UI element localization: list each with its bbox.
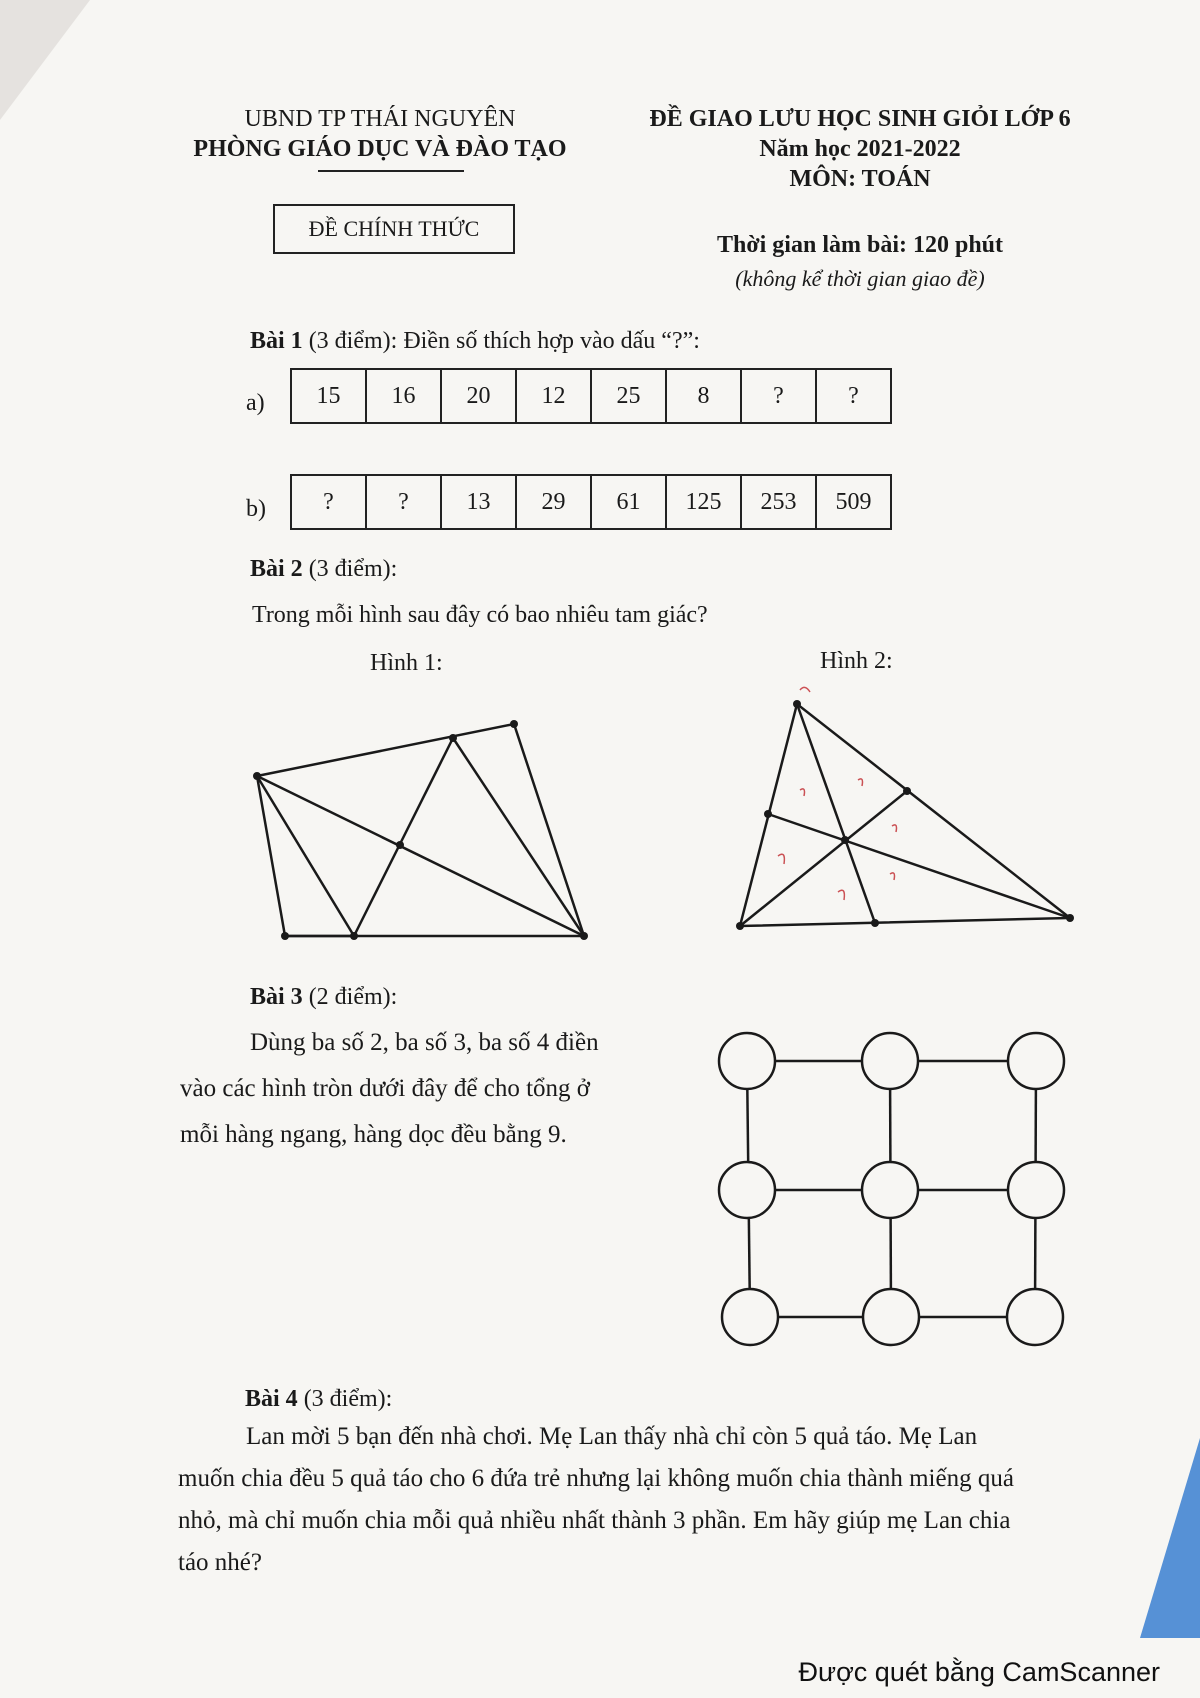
row-a-cell: ? (741, 369, 816, 423)
grid-circle (719, 1162, 775, 1218)
grid-circle (719, 1033, 775, 1089)
scanner-watermark: Được quét bằng CamScanner (798, 1657, 1160, 1687)
row-a-cell: ? (816, 369, 891, 423)
bai4-title: Bài 4 (245, 1386, 298, 1412)
row-b-cell: ? (291, 475, 366, 529)
school-year: Năm học 2021-2022 (759, 136, 961, 162)
grid-circle (863, 1289, 919, 1345)
bai3-points: (2 điểm): (308, 984, 398, 1010)
row-b-cell: 61 (591, 475, 666, 529)
time-note: (không kể thời gian giao đề) (735, 266, 985, 291)
fig2-label: Hình 2: (820, 648, 893, 674)
row-b-cell: ? (366, 475, 441, 529)
bai2-title: Bài 2 (250, 556, 303, 582)
grid-circle (1008, 1162, 1064, 1218)
row-a-cell: 8 (666, 369, 741, 423)
bai4-line2: muốn chia đều 5 quả táo cho 6 đứa trẻ nhưng lại không muốn chia thành miếng quá (178, 1465, 1014, 1492)
bai1-prompt: Điền số thích hợp vào dấu “?”: (403, 328, 700, 354)
bai2-prompt: Trong mỗi hình sau đây có bao nhiêu tam giác? (252, 602, 708, 628)
bai3-line3: mỗi hàng ngang, hàng dọc đều bằng 9. (180, 1121, 567, 1148)
bai4-points: (3 điểm): (303, 1386, 393, 1412)
row-a-cell: 20 (441, 369, 516, 423)
bai4-line4: táo nhé? (178, 1549, 262, 1576)
bai2-points: (3 điểm): (308, 556, 398, 582)
official-label: ĐỀ CHÍNH THỨC (308, 216, 480, 241)
bai1-title: Bài 1 (250, 328, 303, 354)
row-a-cell: 16 (366, 369, 441, 423)
exam-title: ĐỀ GIAO LƯU HỌC SINH GIỎI LỚP 6 (649, 106, 1071, 132)
bai4-text (178, 1416, 1110, 1584)
grid-circle (722, 1289, 778, 1345)
org-line1: UBND TP THÁI NGUYÊN (244, 106, 516, 132)
row-b-cell: 509 (816, 475, 891, 529)
time-label: Thời gian làm bài: 120 phút (716, 232, 1004, 258)
fig1-label: Hình 1: (370, 650, 443, 676)
row-b-label: b) (246, 496, 266, 522)
row-b-cell: 29 (516, 475, 591, 529)
bai3-title: Bài 3 (250, 984, 303, 1010)
grid-circle (862, 1162, 918, 1218)
bai1-points: (3 điểm): (308, 328, 398, 354)
row-a-label: a) (246, 390, 265, 416)
row-b-cell: 253 (741, 475, 816, 529)
grid-circle (862, 1033, 918, 1089)
bai4-line3: nhỏ, mà chỉ muốn chia mỗi quả nhiều nhất thành 3 phần. Em hãy giúp mẹ Lan chia (178, 1507, 1011, 1534)
bai4-line1: Lan mời 5 bạn đến nhà chơi. Mẹ Lan thấy nhà chỉ còn 5 quả táo. Mẹ Lan (246, 1423, 978, 1450)
row-b-cell: 13 (441, 475, 516, 529)
row-a-cell: 25 (591, 369, 666, 423)
bai3-line1: Dùng ba số 2, ba số 3, ba số 4 điền (250, 1029, 599, 1056)
row-a-cell: 12 (516, 369, 591, 423)
org-line2: PHÒNG GIÁO DỤC VÀ ĐÀO TẠO (193, 136, 567, 162)
subject: MÔN: TOÁN (789, 166, 931, 192)
grid-circle (1008, 1033, 1064, 1089)
grid-circle (1007, 1289, 1063, 1345)
bai4-heading (245, 1384, 392, 1414)
bai3-line2: vào các hình tròn dưới đây để cho tổng ở (180, 1075, 591, 1102)
row-a-cell: 15 (291, 369, 366, 423)
row-b-cell: 125 (666, 475, 741, 529)
